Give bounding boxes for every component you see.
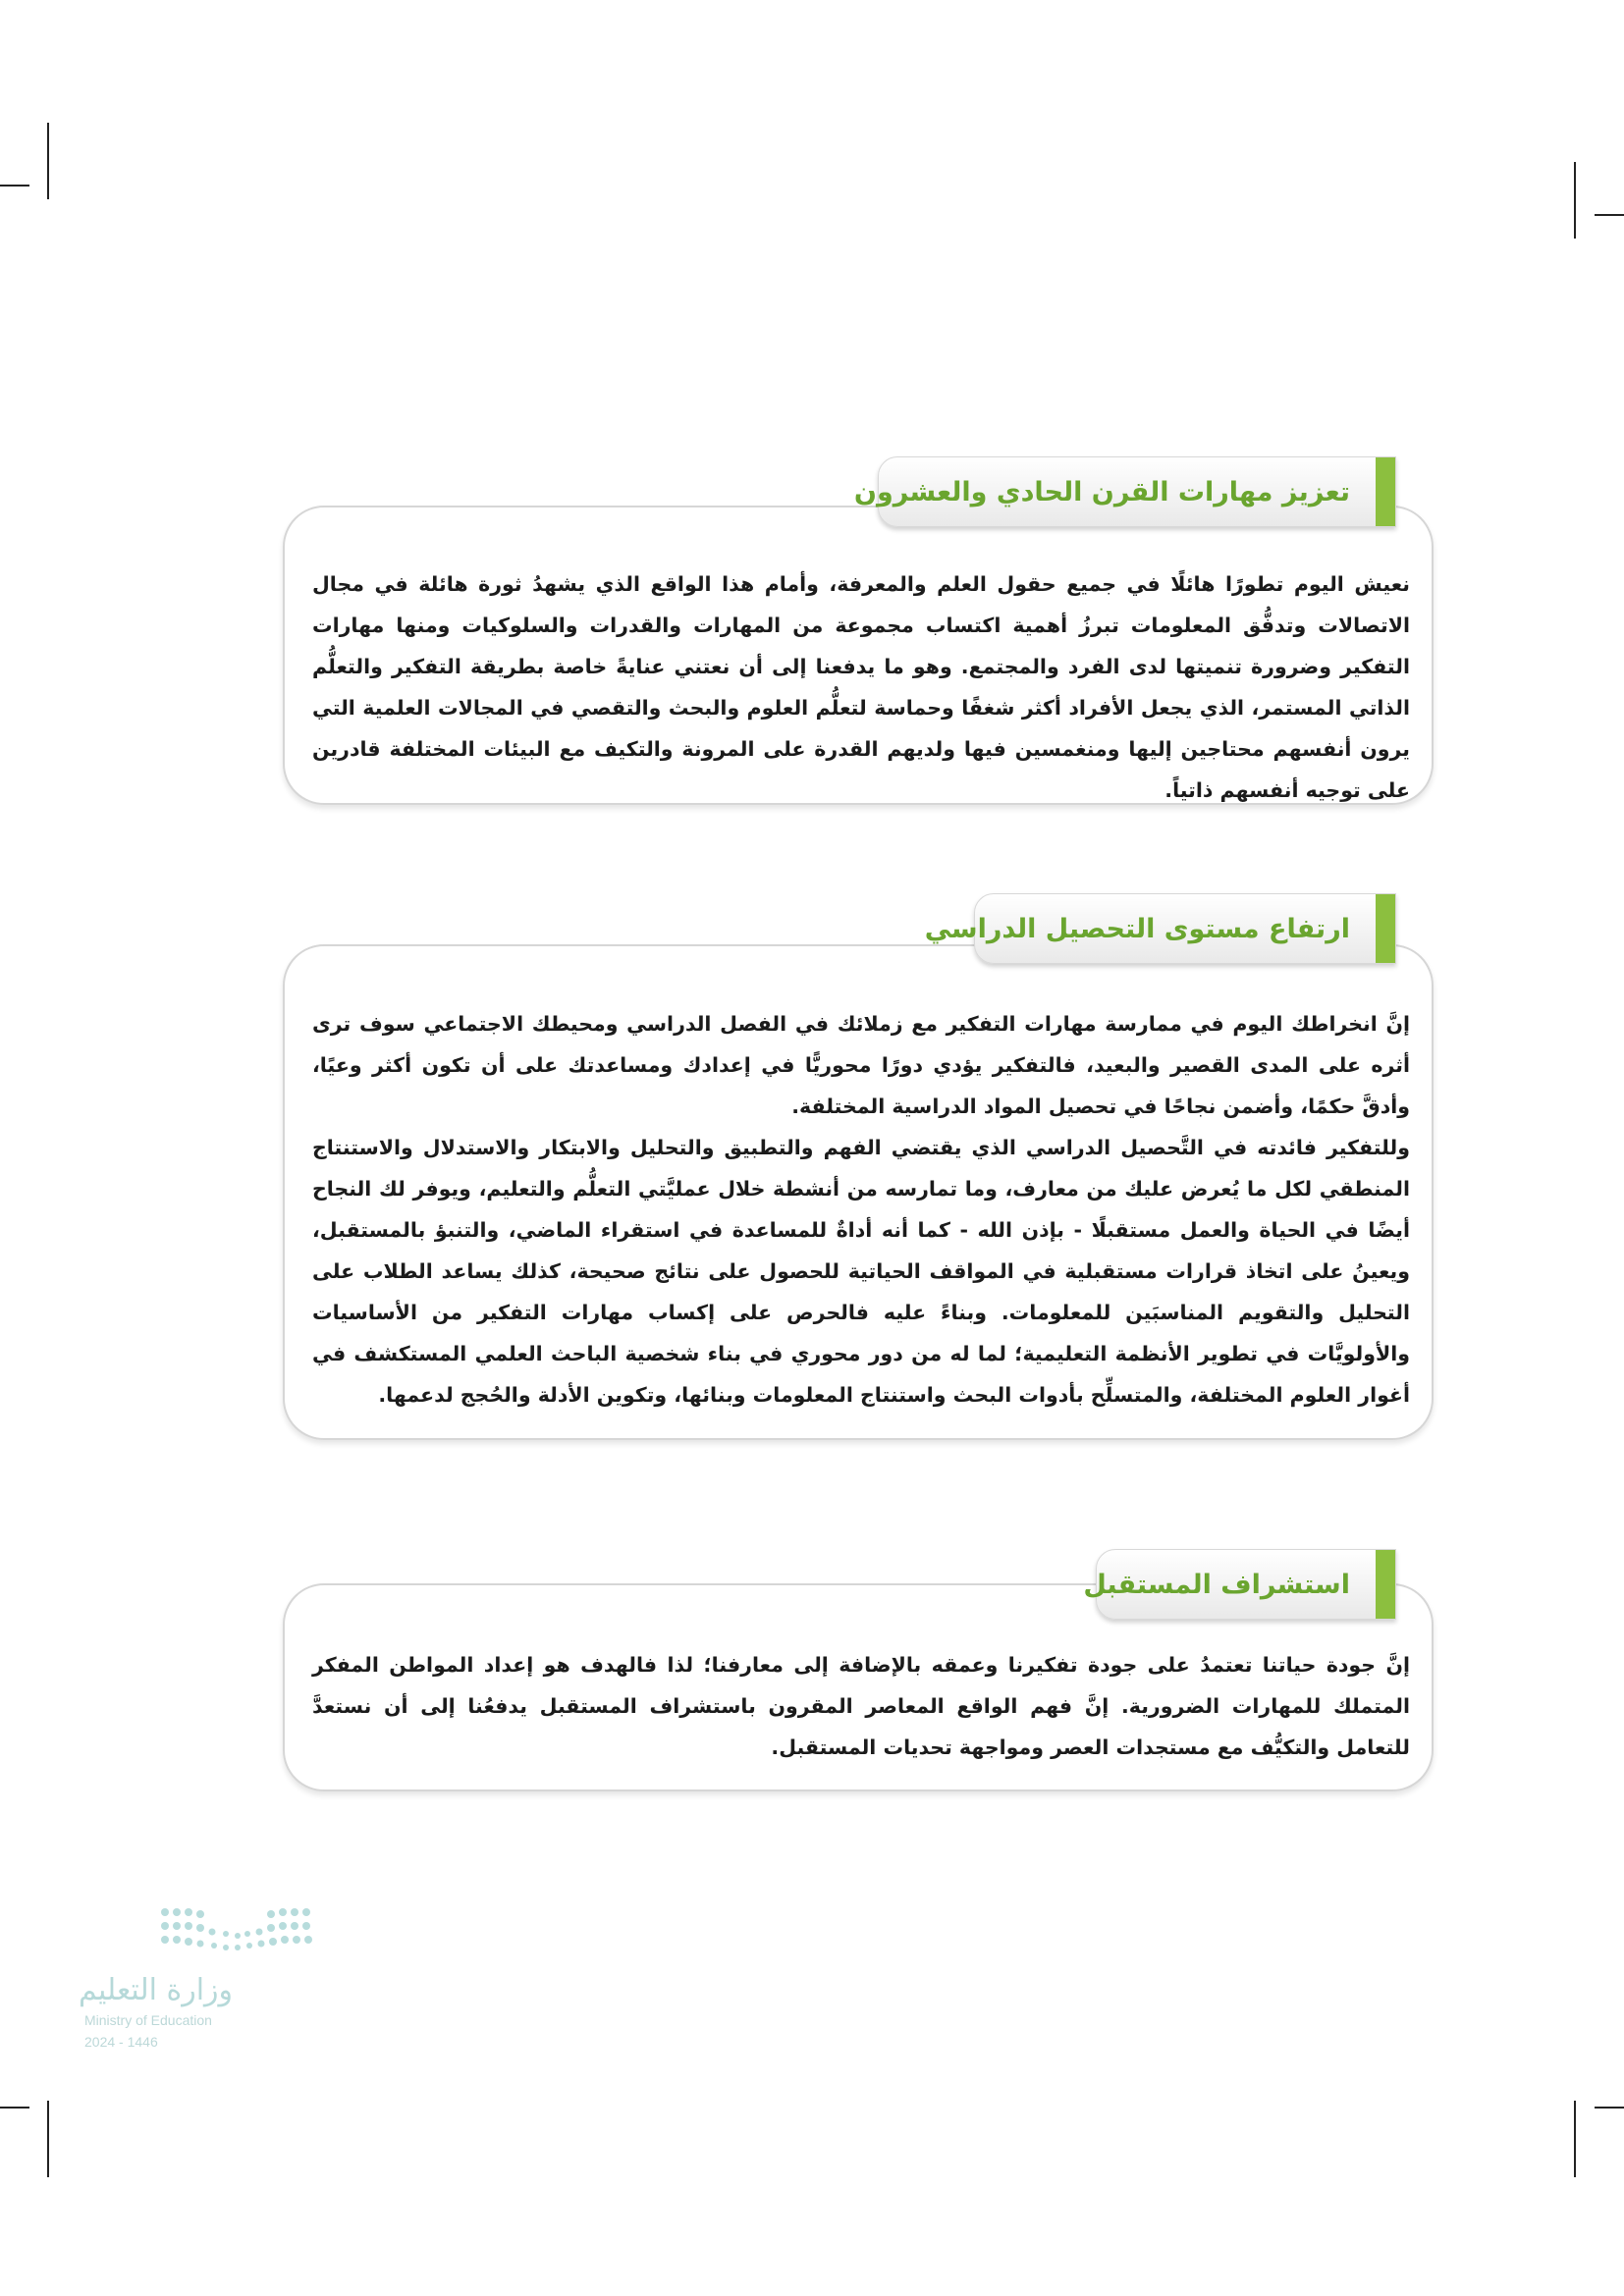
- crop-mark: [1574, 162, 1576, 239]
- section-title: استشراف المستقبل: [1083, 1569, 1350, 1600]
- crop-mark: [0, 2107, 29, 2109]
- logo-english-name: Ministry of Education: [84, 2012, 212, 2028]
- paragraph: وللتفكير فائدته في التَّحصيل الدراسي الذي يقتضي الفهم والتطبيق والتحليل والابتكار والاستدلال والاستنتاج المنطقي لكل ما يُعرض عليك من معارف، وما تمارسه من أنشطة خلال عمليَّتي التعلُّم والتعليم، ويوفر لك النجاح أيضًا في الحياة والعمل مستقبلًا - بإذن الله - كما أنه أداةٌ للمساعدة في استقراء الماضي، والتنبؤ بالمستقبل، ويعينُ على اتخاذ قرارات مستقبلية في المواقف الحياتية للحصول على نتائج صحيحة، كذلك يساعد الطلاب على التحليل والتقويم المناسبَين للمعلومات. وبناءً عليه فالحرص على إكساب مهارات التفكير من الأساسيات والأولويَّات في تطوير الأنظمة التعليمية؛ لما له من دور محوري في بناء شخصية الباحث العلمي المستكشف في أغوار العلوم المختلفة، والمتسلِّح بأدوات البحث واستنتاج المعلومات وبنائها، وتكوين الأدلة والحُجج لدعمها.: [312, 1136, 1410, 1407]
- crop-mark: [47, 2101, 49, 2177]
- paragraph: نعيش اليوم تطورًا هائلًا في جميع حقول العلم والمعرفة، وأمام هذا الواقع الذي يشهدُ ثورة هائلة في مجال الاتصالات وتدفُّق المعلومات تبرزُ أهمية اكتساب مجموعة من المهارات والقدرات والسلوكيات ومنها مهارات التفكير وضرورة تنميتها لدى الفرد والمجتمع. وهو ما يدفعنا إلى أن نعتني عنايةً خاصة بطريقة التفكير والتعلُّم الذاتي المستمر، الذي يجعل الأفراد أكثر شغفًا وحماسة لتعلُّم العلوم والبحث والتقصي في المجالات العلمية التي يرون أنفسهم محتاجين إليها ومنغمسين فيها ولديهم القدرة على المرونة والتكيف مع البيئات المختلفة قادرين على توجيه أنفسهم ذاتياً.: [312, 572, 1410, 802]
- paragraph: إنَّ جودة حياتنا تعتمدُ على جودة تفكيرنا وعمقه بالإضافة إلى معارفنا؛ لذا فالهدف هو إعداد المواطن المفكر المتملك للمهارات الضرورية. إنَّ فهم الواقع المعاصر المقرون باستشراف المستقبل يدفعُنا إلى أن نستعدَّ للتعامل والتكيُّف مع مستجدات العصر ومواجهة تحديات المستقبل.: [312, 1653, 1410, 1759]
- section-future-foresight: [283, 1549, 1443, 1794]
- paragraph: إنَّ انخراطك اليوم في ممارسة مهارات التفكير مع زملائك في الفصل الدراسي ومحيطك الاجتماعي سوف ترى أثره على المدى القصير والبعيد، فالتفكير يؤدي دورًا محوريًّا في إعدادك ومساعدتك على أن تكون أكثر وعيًا، وأدقَّ حكمًا، وأضمن نجاحًا في تحصيل المواد الدراسية المختلفة.: [312, 1012, 1410, 1118]
- crop-mark: [1595, 2107, 1624, 2109]
- section-title-tab: [1083, 1549, 1396, 1620]
- section-body: [312, 563, 1410, 811]
- logo-dots-icon: [157, 1904, 324, 1963]
- crop-mark: [1574, 2101, 1576, 2177]
- section-academic-achievement: [283, 893, 1443, 1443]
- section-body: [312, 1003, 1410, 1415]
- section-card: [283, 944, 1434, 1440]
- accent-bar: [1376, 1550, 1395, 1619]
- logo-arabic-name: وزارة التعليم: [79, 1973, 234, 2007]
- section-title-tab: [924, 893, 1396, 964]
- section-title: تعزيز مهارات القرن الحادي والعشرون: [853, 476, 1350, 507]
- logo-year: 2024 - 1446: [84, 2034, 158, 2050]
- section-21st-century-skills: [283, 456, 1443, 810]
- section-title: ارتفاع مستوى التحصيل الدراسي: [924, 913, 1350, 944]
- ministry-logo: [79, 1904, 334, 2052]
- accent-bar: [1376, 894, 1395, 963]
- section-body: [312, 1644, 1410, 1768]
- section-title-tab: [853, 456, 1396, 527]
- crop-mark: [0, 185, 29, 187]
- accent-bar: [1376, 457, 1395, 526]
- section-card: [283, 506, 1434, 805]
- crop-mark: [1595, 214, 1624, 216]
- crop-mark: [47, 123, 49, 199]
